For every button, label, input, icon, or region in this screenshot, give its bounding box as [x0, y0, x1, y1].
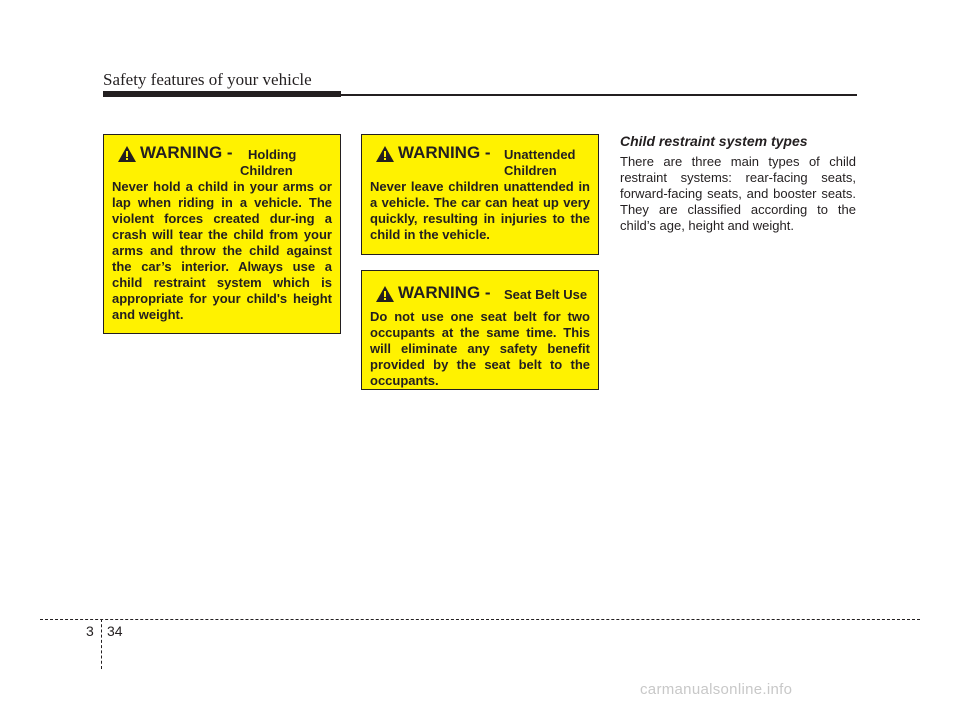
warning-box-holding-children	[103, 134, 341, 334]
warning-body: Never leave children unattended in a vehicle. The car can heat up very quickly, resulting in injuries to the child in the vehicle.	[370, 179, 590, 242]
page-number: 34	[107, 623, 123, 639]
warning-header	[112, 143, 332, 179]
warning-subtitle: Seat Belt Use	[504, 287, 588, 302]
header-rule	[103, 94, 857, 96]
section-body-text: There are three main types of child restraint systems: rear-facing seats, forward-facing seats, and booster seats. They are classified according to the child’s age, height and weight.	[620, 154, 856, 233]
page-header-title: Safety features of your vehicle	[103, 70, 312, 89]
warning-header	[370, 283, 590, 309]
warning-box-seat-belt-use	[361, 270, 599, 390]
warning-triangle-icon	[118, 146, 136, 162]
warning-subtitle: Holding	[248, 147, 297, 162]
chapter-number: 3	[86, 623, 94, 639]
warning-label: WARNING -	[398, 143, 491, 162]
warning-triangle-icon	[376, 146, 394, 162]
footer-vertical-rule	[101, 619, 102, 669]
section-heading: Child restraint system types	[620, 133, 808, 149]
warning-subtitle-line2: Children	[504, 163, 557, 178]
warning-body: Never hold a child in your arms or lap when riding in a vehicle. The violent forces created dur-ing a crash will tear the child from your arms and throw the child against the car’s interior. Always use a child restraint system which is appropriate for your child's height and weight.	[112, 179, 332, 322]
warning-subtitle: Unattended	[504, 147, 576, 162]
watermark-text: carmanualsonline.info	[640, 681, 793, 698]
warning-body: Do not use one seat belt for two occupants at the same time. This will eliminate any safety benefit provided by the seat belt to the occupants.	[370, 309, 590, 388]
warning-label: WARNING -	[398, 283, 491, 302]
warning-box-unattended-children	[361, 134, 599, 255]
warning-header	[370, 143, 590, 179]
footer-dashed-rule	[40, 619, 920, 620]
warning-triangle-icon	[376, 286, 394, 302]
warning-subtitle-line2: Children	[240, 163, 293, 178]
warning-label: WARNING -	[140, 143, 233, 162]
